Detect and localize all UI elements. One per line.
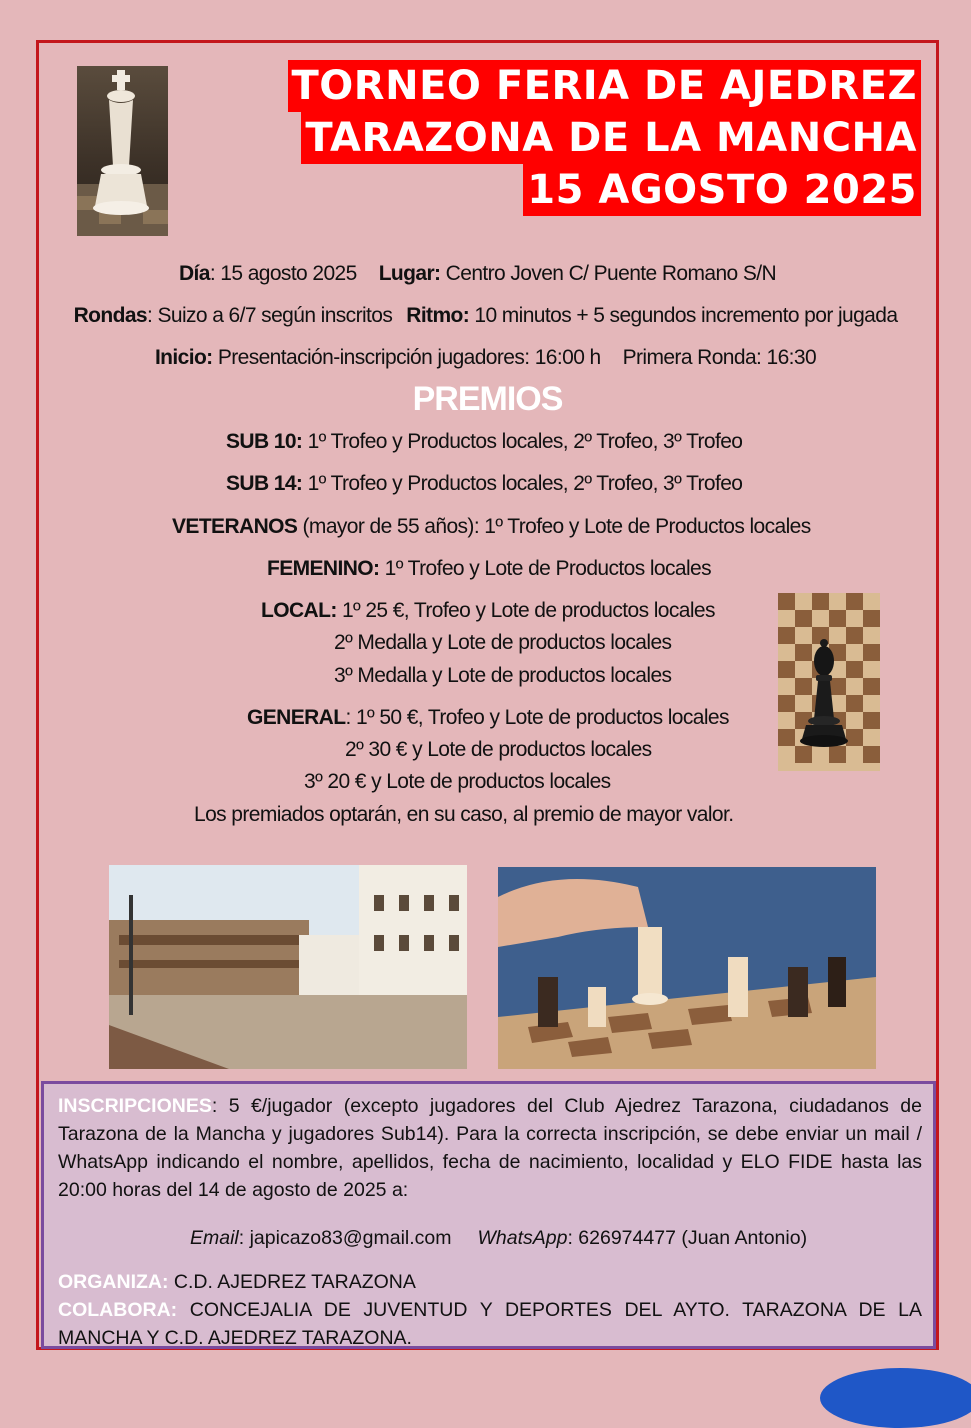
title-line-3: 15 AGOSTO 2025 [523,164,921,216]
prize-veteranos [172,515,811,539]
hand-moving-chess-piece-photo [498,867,876,1069]
blue-corner-shape [820,1368,971,1428]
colabora-value: CONCEJALIA DE JUVENTUD Y DEPORTES DEL AYTO. TARAZONA DE LA MANCHA Y C.D. AJEDREZ TARAZONA. [58,1299,922,1349]
veteranos-label: VETERANOS [172,515,298,538]
rondas-value: : Suizo a 6/7 según inscritos [147,304,393,327]
title-line-1: TORNEO FERIA DE AJEDREZ [288,60,921,112]
registration-box [41,1081,936,1349]
prize-general-1 [247,706,729,730]
info-line-rondas-ritmo [0,304,971,328]
whatsapp-label: WhatsApp [477,1227,568,1249]
info-line-inicio [0,346,971,370]
sub14-label: SUB 14: [226,472,303,495]
bishop-piece-photo [778,593,880,771]
prize-general-2: 2º 30 € y Lote de productos locales [345,738,652,761]
prize-local-3: 3º Medalla y Lote de productos locales [334,664,672,687]
ritmo-value: 10 minutos + 5 segundos incremento por jugada [469,304,898,327]
prize-femenino [267,557,711,581]
colabora-label: COLABORA: [58,1299,178,1321]
general-label: GENERAL [247,706,346,729]
prize-general-3: 3º 20 € y Lote de productos locales [304,770,611,793]
rondas-label: Rondas [73,304,147,327]
title-line-2: TARAZONA DE LA MANCHA [301,112,921,164]
whatsapp-value[interactable]: : 626974477 (Juan Antonio) [567,1227,808,1249]
sub10-text: 1º Trofeo y Productos locales, 2º Trofeo, 3º Trofeo [302,430,743,453]
local-label: LOCAL: [261,599,337,622]
prize-local-2: 2º Medalla y Lote de productos locales [334,631,672,654]
lugar-value: Centro Joven C/ Puente Romano S/N [440,262,777,285]
femenino-text: 1º Trofeo y Lote de Productos locales [379,557,712,580]
sub14-text: 1º Trofeo y Productos locales, 2º Trofeo, 3º Trofeo [302,472,743,495]
organiza-value: C.D. AJEDREZ TARAZONA [168,1271,416,1293]
prize-local-1 [261,599,715,623]
veteranos-text: (mayor de 55 años): 1º Trofeo y Lote de Productos locales [297,515,811,538]
contact-line [190,1224,807,1252]
local-1-text: 1º 25 €, Trofeo y Lote de productos locales [336,599,715,622]
king-piece-photo [77,66,168,236]
general-1-text: : 1º 50 €, Trofeo y Lote de productos locales [345,706,729,729]
colabora-line [58,1296,922,1352]
premios-heading: PREMIOS [412,380,563,418]
femenino-label: FEMENINO: [267,557,380,580]
info-line-dia-lugar [0,262,963,286]
organiza-label: ORGANIZA: [58,1271,169,1293]
dia-value: : 15 agosto 2025 [209,262,357,285]
inicio-label: Inicio: [154,346,213,369]
dia-label: Día [178,262,210,285]
inscripciones-label: INSCRIPCIONES [58,1095,212,1117]
sub10-label: SUB 10: [226,430,303,453]
prize-sub10 [226,430,742,454]
organiza-line [58,1268,922,1296]
primera-ronda: Primera Ronda: 16:30 [622,346,817,369]
prize-note: Los premiados optarán, en su caso, al premio de mayor valor. [194,803,734,826]
inscripciones-text: : 5 €/jugador (excepto jugadores del Club Ajedrez Tarazona, ciudadanos de Tarazona de la Mancha y jugadores Sub14). Para la correcta inscripción, se debe enviar un mail / WhatsApp indicando el nombre, apellidos, fecha de nacimiento, localidad y ELO FIDE hasta las 20:00 horas del 14 de agosto de 2025 a: [58,1095,922,1201]
inicio-value: Presentación-inscripción jugadores: 16:00 h [212,346,601,369]
email-value[interactable]: : japicazo83@gmail.com [238,1227,452,1249]
ritmo-label: Ritmo: [406,304,470,327]
town-plaza-photo [109,865,467,1069]
registration-paragraph [58,1092,922,1204]
lugar-label: Lugar: [378,262,441,285]
email-label: Email [190,1227,239,1249]
prize-sub14 [226,472,742,496]
